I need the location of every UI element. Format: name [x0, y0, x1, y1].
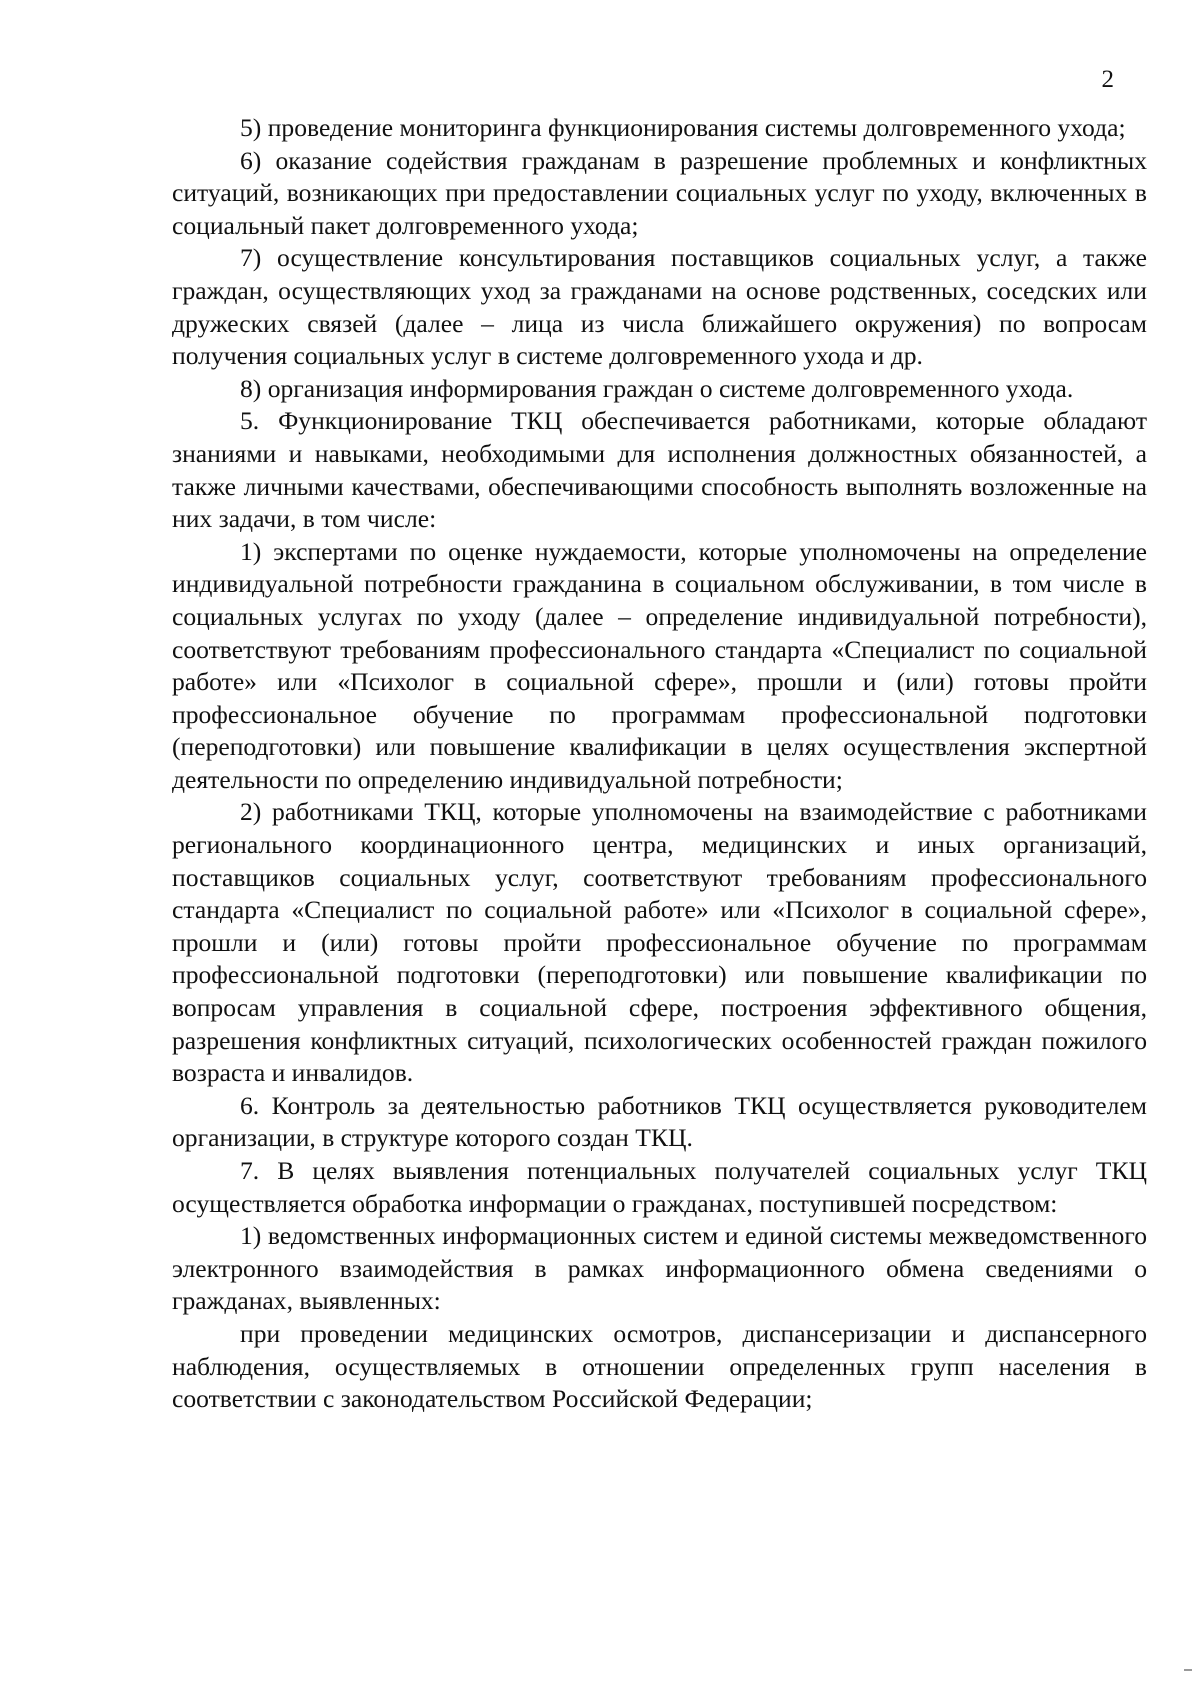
paragraph: 2) работниками ТКЦ, которые уполномочены на взаимодействие с работниками регионального координационного центра, медицинских и иных организаций, поставщиков социальных услуг, соответствуют требованиям профессионального стандарта «Специалист по социальной работе» или «Психолог в социальной сфере», прошли и (или) готовы пройти профессиональное обучение по программам профессиональной подготовки (переподготовки) или повышение квалификации по вопросам управления в социальной сфере, построения эффективного общения, разрешения конфликтных ситуаций, психологических особенностей граждан пожилого возраста и инвалидов.: [172, 797, 1147, 1088]
scan-artifact: [1184, 1669, 1192, 1671]
paragraph: 5) проведение мониторинга функционирования системы долговременного ухода;: [240, 113, 1126, 142]
paragraph: 1) экспертами по оценке нуждаемости, которые уполномочены на определение индивидуальной потребности гражданина в социальном обслуживании, в том числе в социальных услугах по уходу (далее – определение индивидуальной потребности), соответствуют требованиям профессионального стандарта «Специалист по социальной работе» или «Психолог в социальной сфере», прошли и (или) готовы пройти профессиональное обучение по программам профессиональной подготовки (переподготовки) или повышение квалификации в целях осуществления экспертной деятельности по определению индивидуальной потребности;: [172, 536, 1147, 794]
paragraph: 8) организация информирования граждан о системе долговременного ухода.: [240, 373, 1074, 403]
document-body: [172, 112, 1147, 1416]
paragraph: 7) осуществление консультирования поставщиков социальных услуг, а также граждан, осуществляющих уход за гражданами на основе родственных, соседских или дружеских связей (далее – лица из числа ближайшего окружения) по вопросам получения социальных услуг в системе долговременного ухода и др.: [172, 243, 1147, 371]
paragraph: 6) оказание содействия гражданам в разрешение проблемных и конфликтных ситуаций, возникающих при предоставлении социальных услуг по уходу, включенных в социальный пакет долговременного ухода;: [172, 145, 1147, 240]
paragraph: при проведении медицинских осмотров, диспансеризации и диспансерного наблюдения, осуществляемых в отношении определенных групп населения в соответствии с законодательством Российской Федерации;: [172, 1318, 1147, 1414]
page-number: 2: [1101, 66, 1114, 93]
paragraph: 6. Контроль за деятельностью работников ТКЦ осуществляется руководителем организации, в структуре которого создан ТКЦ.: [172, 1090, 1147, 1153]
paragraph: 1) ведомственных информационных систем и единой системы межведомственного электронного взаимодействия в рамках информационного обмена сведениями о гражданах, выявленных:: [172, 1221, 1147, 1316]
paragraph: 5. Функционирование ТКЦ обеспечивается работниками, которые обладают знаниями и навыками, необходимыми для исполнения должностных обязанностей, а также личными качествами, обеспечивающими способность выполнять возложенные на них задачи, в том числе:: [172, 406, 1147, 534]
paragraph: 7. В целях выявления потенциальных получателей социальных услуг ТКЦ осуществляется обработка информации о гражданах, поступившей посредством:: [172, 1156, 1147, 1218]
